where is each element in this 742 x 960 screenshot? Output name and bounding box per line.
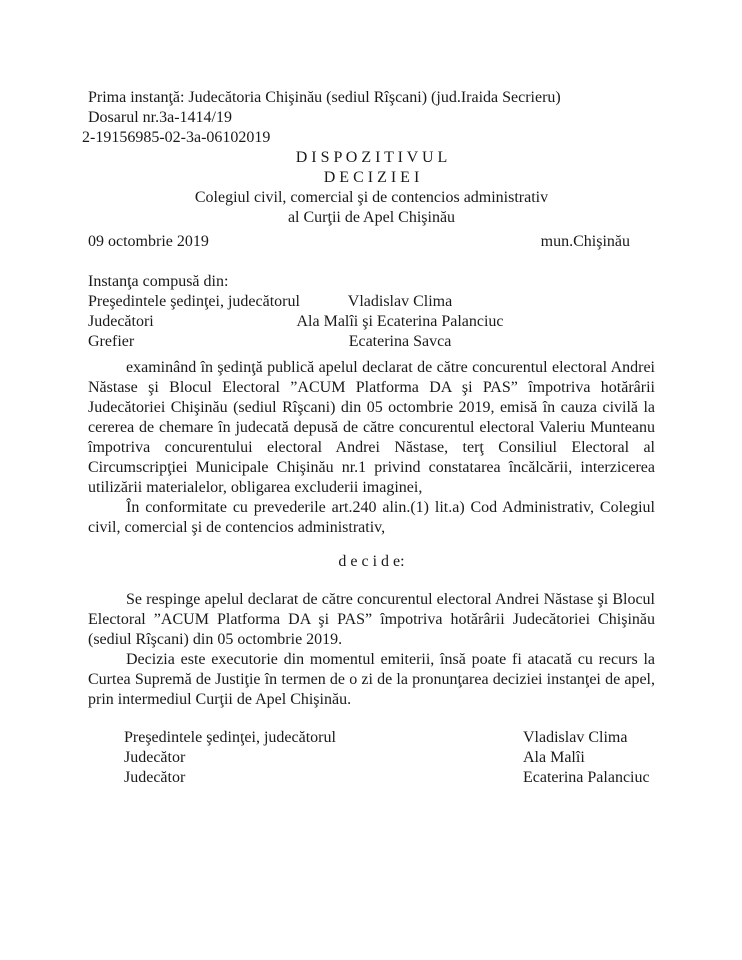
panel-name: Ala Malîi şi Ecaterina Palanciuc xyxy=(296,313,504,330)
title-dispozitivul: D I S P O Z I T I V U L xyxy=(295,149,448,166)
signature-role: Judecător xyxy=(124,769,186,786)
signature-role: Preşedintele şedinţei, judecătorul xyxy=(124,729,336,746)
body-paragraph-ruling: Se respinge apelul declarat de către concurentul electoral Andrei Năstase şi Blocul Electoral ”ACUM Platforma DA şi PAS” împotriva hotărârii Judecătoriei Chişinău (sediul Rîşcani) din 05 octombrie 2019. xyxy=(88,591,655,648)
panel-row xyxy=(88,312,655,332)
decision-place: mun.Chişinău xyxy=(540,233,630,250)
decision-body xyxy=(88,358,655,710)
decision-date: 09 octombrie 2019 xyxy=(88,233,209,250)
document-title xyxy=(88,148,655,228)
panel-name: Ecaterina Savca xyxy=(348,333,452,350)
signature-name: Ecaterina Palanciuc xyxy=(523,769,650,786)
first-instance-line: Prima instanţă: Judecătoria Chişinău (sediul Rîşcani) (jud.Iraida Secrieru) xyxy=(88,89,561,106)
date-place-row xyxy=(88,232,655,252)
signature-block xyxy=(88,728,655,788)
body-paragraph-legal-basis: În conformitate cu prevederile art.240 alin.(1) lit.a) Cod Administrativ, Colegiul civil, comercial şi de contencios administrativ, xyxy=(88,499,655,536)
decide-heading: d e c i d e: xyxy=(338,553,405,570)
panel-name: Vladislav Clima xyxy=(347,293,453,310)
panel-role: Grefier xyxy=(88,333,135,350)
body-paragraph-examining: examinând în şedinţă publică apelul declarat de către concurentul electoral Andrei Năstase şi Blocul Electoral ”ACUM Platforma DA şi PAS” împotriva hotărârii Judecătoriei Chişinău (sediul Rîşcani) din 05 octombrie 2019, emisă în cauza civilă la cererea de chemare în judecată depusă de către concurentul electoral Valeriu Munteanu împotriva concurentului electoral Andrei Năstase, terţ Consiliul Electoral al Circumscripţiei Municipale Chişinău nr.1 privind constatarea încălcării, interzicerea utilizării materialelor, obligarea excluderii imaginei, xyxy=(88,359,655,496)
document-header xyxy=(82,88,655,148)
title-court: al Curţii de Apel Chişinău xyxy=(287,209,456,226)
title-college: Colegiul civil, comercial şi de contencios administrativ xyxy=(194,189,549,206)
signature-row xyxy=(88,768,655,788)
panel-intro: Instanţa compusă din: xyxy=(88,273,229,290)
signature-name: Vladislav Clima xyxy=(523,729,628,746)
signature-row xyxy=(88,748,655,768)
title-deciziei: D E C I Z I E I xyxy=(323,169,420,186)
signature-name: Ala Malîi xyxy=(523,749,585,766)
panel-row xyxy=(88,292,655,312)
panel-composition xyxy=(88,272,655,352)
body-paragraph-enforcement: Decizia este executorie din momentul emiterii, însă poate fi atacată cu recurs la Curtea Supremă de Justiţie în termen de o zi de la pronunţarea deciziei instanţei de apel, prin intermediul Curţii de Apel Chişinău. xyxy=(88,651,655,708)
signature-role: Judecător xyxy=(124,749,186,766)
case-code-line: 2-19156985-02-3a-06102019 xyxy=(82,129,271,146)
panel-role: Preşedintele şedinţei, judecătorul xyxy=(88,293,300,310)
signature-row xyxy=(88,728,655,748)
panel-row xyxy=(88,332,655,352)
case-number-line: Dosarul nr.3a-1414/19 xyxy=(88,109,232,126)
panel-role: Judecători xyxy=(88,313,154,330)
